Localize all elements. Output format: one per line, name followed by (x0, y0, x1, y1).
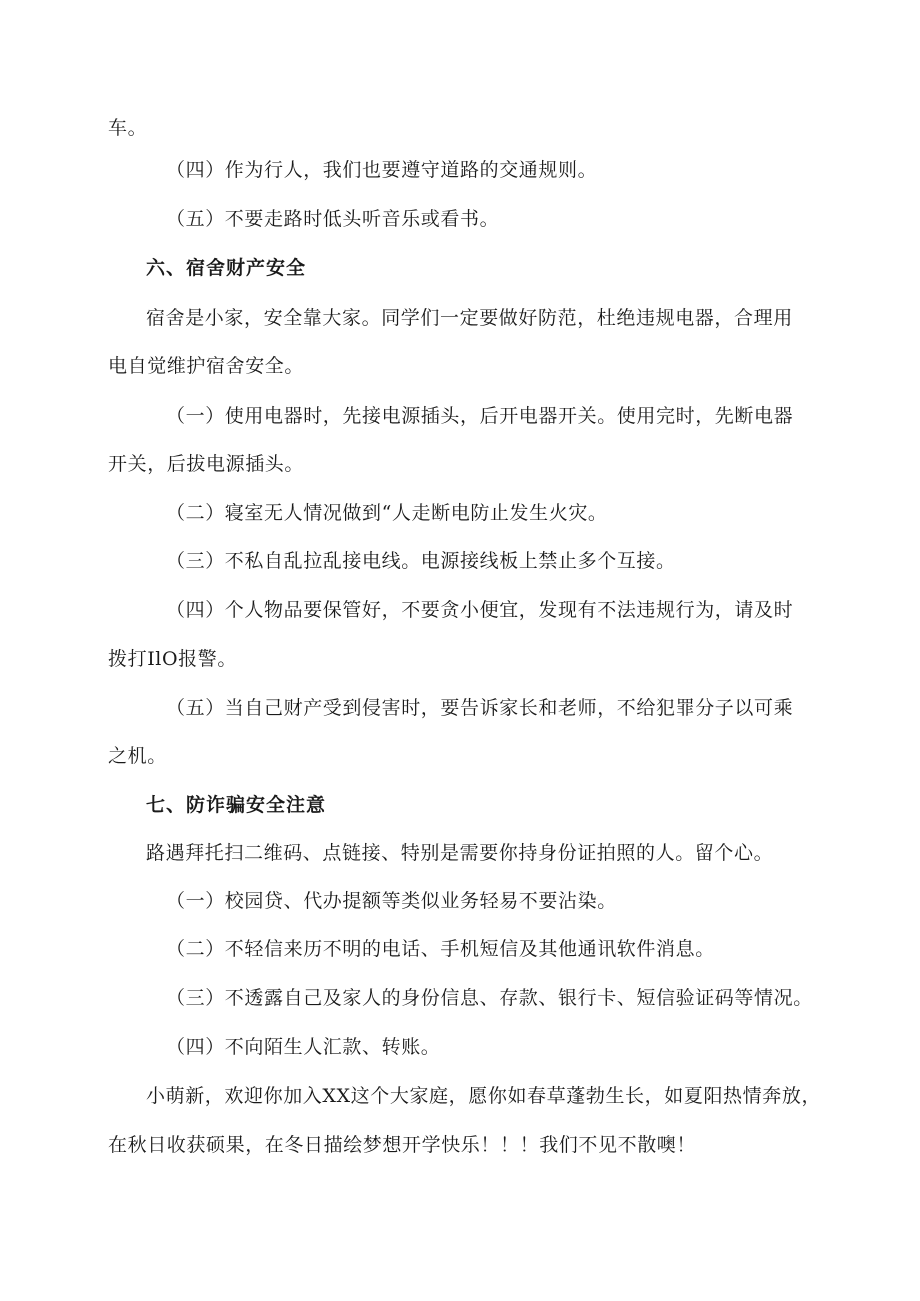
text-line: （四）个人物品要保管好，不要贪小便宜，发现有不法违规行为，请及时 (166, 599, 794, 621)
text-line: （一）使用电器时，先接电源插头，后开电器开关。使用完时，先断电器 (166, 405, 794, 427)
text-line: 在秋日收获硕果，在冬日描绘梦想开学快乐！！！我们不见不散噢！ (108, 1134, 697, 1156)
text-line: （一）校园贷、代办提额等类似业务轻易不要沾染。 (166, 890, 617, 912)
section-heading: 六、宿舍财产安全 (146, 257, 307, 279)
text-line: （四）作为行人，我们也要遵守道路的交通规则。 (166, 159, 598, 181)
text-line: （三）不私自乱拉乱接电线。电源接线板上禁止多个互接。 (166, 550, 676, 572)
text-line: 拨打IlO报警。 (108, 648, 237, 670)
text-line: （二）不轻信来历不明的电话、手机短信及其他通讯软件消息。 (166, 938, 715, 960)
text-line: （四）不向陌生人汇款、转账。 (166, 1036, 441, 1058)
text-line: （五）当自己财产受到侵害时，要告诉家长和老师，不给犯罪分子以可乘 (166, 697, 794, 719)
text-line: 宿舍是小家，安全靠大家。同学们一定要做好防范，杜绝违规电器，合理用 (146, 307, 793, 329)
text-line: 开关，后拔电源插头。 (108, 453, 305, 475)
text-line: 之机。 (108, 745, 167, 767)
text-line: （三）不透露自己及家人的身份信息、存款、银行卡、短信验证码等情况。 (166, 987, 813, 1009)
text-line: 电自觉维护宿舍安全。 (108, 355, 305, 377)
text-line: （五）不要走路时低头听音乐或看书。 (166, 208, 500, 230)
text-line: 路遇拜托扫二维码、点链接、特别是需要你持身份证拍照的人。留个心。 (146, 842, 774, 864)
text-line: （二）寝室无人情况做到“人走断电防止发生火灾。 (166, 502, 608, 524)
text-line: 车。 (108, 117, 148, 139)
section-heading: 七、防诈骗安全注意 (146, 794, 327, 816)
text-line: 小萌新，欢迎你加入XX这个大家庭，愿你如春草蓬勃生长，如夏阳热情奔放， (146, 1085, 822, 1107)
